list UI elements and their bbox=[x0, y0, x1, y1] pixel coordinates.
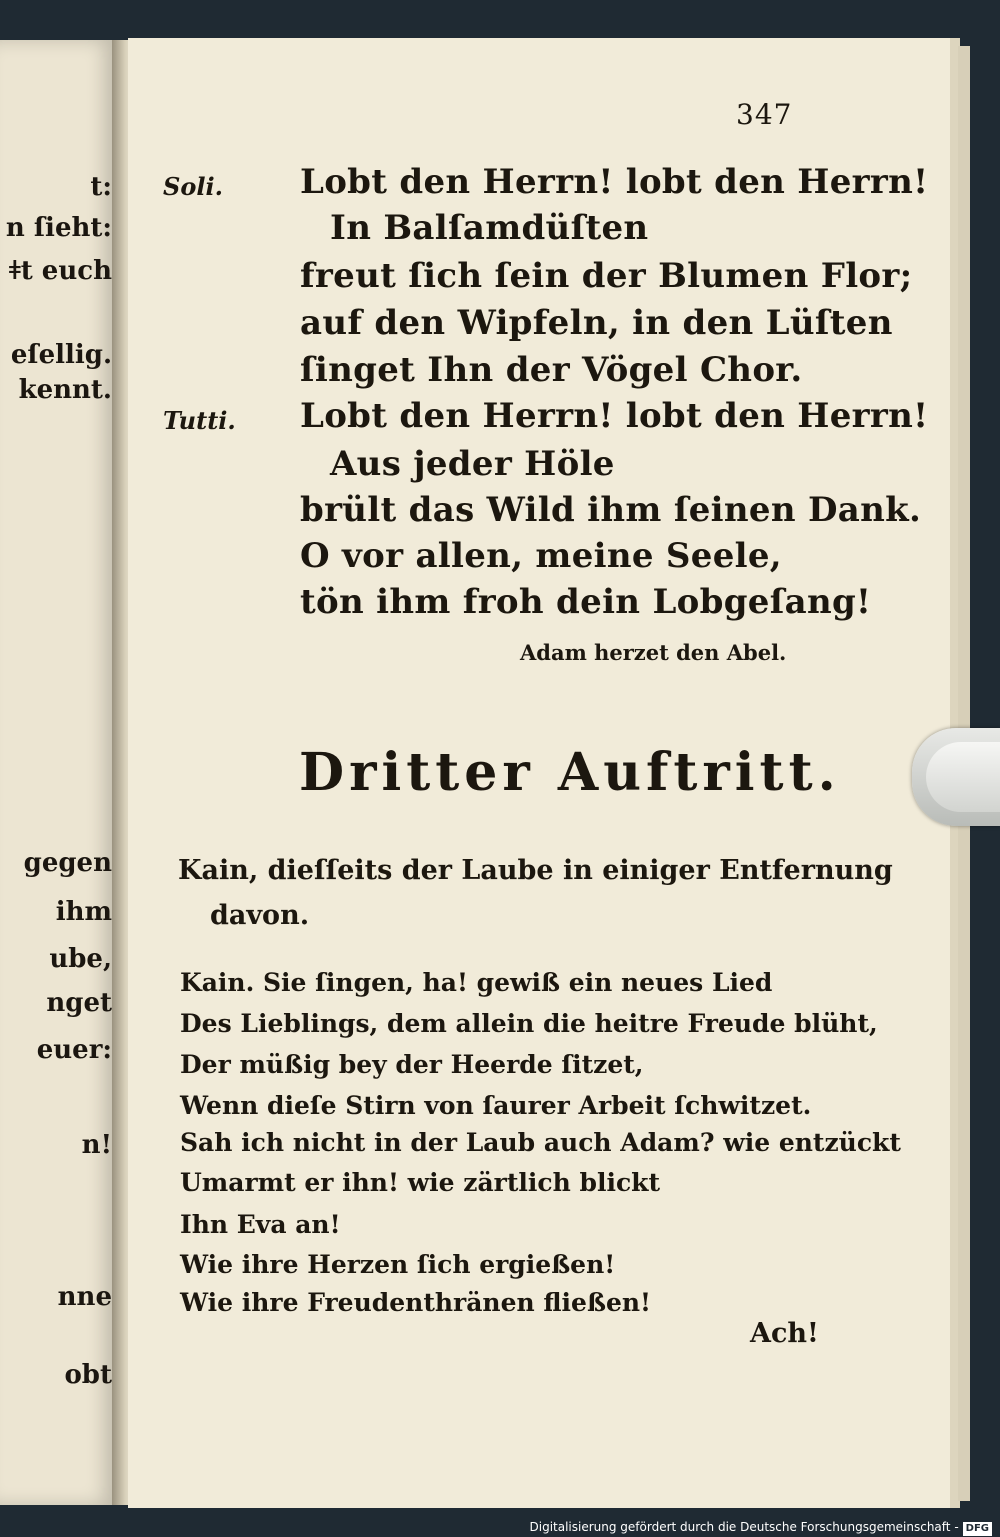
page-number: 347 bbox=[736, 98, 793, 131]
scene-direction-line: davon. bbox=[210, 900, 310, 931]
verse-line: brült das Wild ihm ſeinen Dank. bbox=[300, 490, 922, 530]
left-page-fragment: nget bbox=[46, 988, 112, 1018]
verse-line: tön ihm froh dein Lobgeſang! bbox=[300, 582, 872, 622]
verse-line: freut ſich ſein der Blumen Flor; bbox=[300, 256, 913, 296]
left-page-fragment: ube, bbox=[49, 944, 112, 974]
left-page-fragment: t: bbox=[90, 172, 112, 202]
scene-heading: Dritter Auftritt. bbox=[299, 742, 841, 803]
verse-line: auf den Wipfeln, in den Lüſten bbox=[300, 303, 893, 343]
scene-direction-line: Kain, dieſſeits der Laube in einiger Entfernung bbox=[178, 855, 893, 886]
dialogue-line: Wie ihre Herzen ſich ergießen! bbox=[180, 1250, 616, 1279]
page-clip-highlight bbox=[926, 742, 1000, 812]
dialogue-line: Kain. Sie ſingen, ha! gewiß ein neues Lied bbox=[180, 968, 773, 997]
left-page-fragment: ǂt euch bbox=[8, 256, 112, 286]
speaker-soli: Soli. bbox=[163, 172, 223, 201]
verse-line: ſinget Ihn der Vögel Chor. bbox=[300, 350, 803, 390]
verse-line: Aus jeder Höle bbox=[330, 444, 615, 484]
left-page-fragment: gegen bbox=[23, 848, 112, 878]
footer-text: Digitalisierung gefördert durch die Deutsche Forschungsgemeinschaft - bbox=[529, 1520, 959, 1534]
dfg-logo: DFG bbox=[963, 1522, 992, 1536]
left-page-fragment: nne bbox=[57, 1282, 112, 1312]
dialogue-line: Umarmt er ihn! wie zärtlich blickt bbox=[180, 1168, 661, 1197]
dialogue-line: Wenn dieſe Stirn von ſaurer Arbeit ſchwitzet. bbox=[180, 1091, 812, 1120]
footer-credit bbox=[524, 1517, 993, 1537]
closing-exclamation: Ach! bbox=[750, 1318, 819, 1349]
verse-line: In Balſamdüſten bbox=[330, 208, 649, 248]
verse-line: Lobt den Herrn! lobt den Herrn! bbox=[300, 396, 929, 436]
left-page-fragment: obt bbox=[64, 1360, 112, 1390]
left-page bbox=[0, 40, 118, 1505]
stage-direction: Adam herzet den Abel. bbox=[520, 640, 787, 665]
left-page-fragment: ihm bbox=[55, 897, 112, 927]
verse-line: O vor allen, meine Seele, bbox=[300, 536, 782, 576]
speaker-tutti: Tutti. bbox=[163, 406, 236, 435]
verse-line: Lobt den Herrn! lobt den Herrn! bbox=[300, 162, 929, 202]
dialogue-line: Der müßig bey der Heerde ſitzet, bbox=[180, 1050, 644, 1079]
left-page-fragment: euer: bbox=[36, 1035, 112, 1065]
left-page-fragment: n! bbox=[81, 1130, 112, 1160]
dialogue-line: Wie ihre Freudenthränen fließen! bbox=[180, 1288, 652, 1317]
dialogue-line: Ihn Eva an! bbox=[180, 1210, 341, 1239]
left-page-fragment: eſellig. bbox=[10, 340, 112, 370]
left-page-fragment: kennt. bbox=[18, 375, 112, 405]
dialogue-line: Sah ich nicht in der Laub auch Adam? wie entzückt bbox=[180, 1128, 901, 1157]
dialogue-line: Des Lieblings, dem allein die heitre Freude blüht, bbox=[180, 1009, 878, 1038]
left-page-fragment: n ſieht: bbox=[5, 213, 112, 243]
